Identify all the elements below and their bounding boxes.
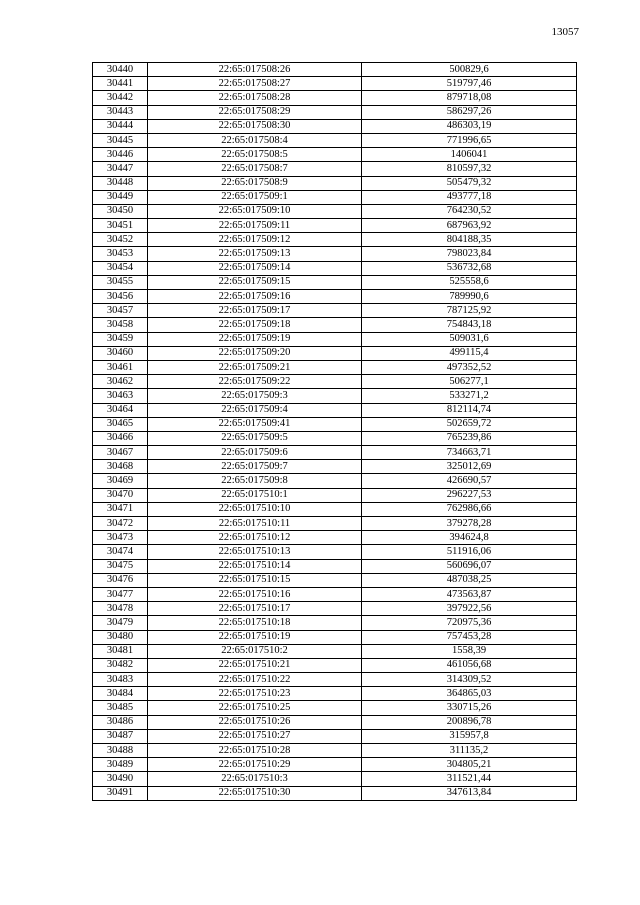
row-number-cell: 30452	[93, 233, 148, 247]
cadastral-value-cell: 200896,78	[362, 715, 577, 729]
cadastral-number-cell: 22:65:017509:20	[148, 346, 362, 360]
table-row	[93, 616, 577, 630]
cadastral-value-cell: 787125,92	[362, 304, 577, 318]
cadastral-value-cell: 296227,53	[362, 488, 577, 502]
table-row	[93, 587, 577, 601]
cadastral-value-cell: 687963,92	[362, 219, 577, 233]
row-number-cell: 30462	[93, 375, 148, 389]
cadastral-number-cell: 22:65:017508:5	[148, 148, 362, 162]
cadastral-value-cell: 394624,8	[362, 531, 577, 545]
row-number-cell: 30469	[93, 474, 148, 488]
table-row	[93, 488, 577, 502]
cadastral-number-cell: 22:65:017509:6	[148, 446, 362, 460]
cadastral-value-cell: 1406041	[362, 148, 577, 162]
row-number-cell: 30472	[93, 517, 148, 531]
cadastral-value-cell: 525558,6	[362, 275, 577, 289]
table-row	[93, 502, 577, 516]
cadastral-number-cell: 22:65:017509:3	[148, 389, 362, 403]
cadastral-value-cell: 789990,6	[362, 290, 577, 304]
cadastral-number-cell: 22:65:017510:18	[148, 616, 362, 630]
cadastral-number-cell: 22:65:017509:15	[148, 275, 362, 289]
cadastral-value-cell: 798023,84	[362, 247, 577, 261]
cadastral-number-cell: 22:65:017510:29	[148, 758, 362, 772]
cadastral-number-cell: 22:65:017508:9	[148, 176, 362, 190]
row-number-cell: 30477	[93, 587, 148, 601]
row-number-cell: 30443	[93, 105, 148, 119]
cadastral-value-cell: 314309,52	[362, 673, 577, 687]
cadastral-number-cell: 22:65:017510:17	[148, 602, 362, 616]
cadastral-value-cell: 879718,08	[362, 91, 577, 105]
cadastral-number-cell: 22:65:017508:28	[148, 91, 362, 105]
cadastral-number-cell: 22:65:017510:28	[148, 744, 362, 758]
cadastral-number-cell: 22:65:017510:1	[148, 488, 362, 502]
cadastral-number-cell: 22:65:017509:18	[148, 318, 362, 332]
table-row	[93, 360, 577, 374]
row-number-cell: 30490	[93, 772, 148, 786]
row-number-cell: 30467	[93, 446, 148, 460]
cadastral-number-cell: 22:65:017509:10	[148, 204, 362, 218]
table-row	[93, 304, 577, 318]
table-row	[93, 786, 577, 800]
cadastral-number-cell: 22:65:017510:22	[148, 673, 362, 687]
row-number-cell: 30488	[93, 744, 148, 758]
cadastral-value-cell: 364865,03	[362, 687, 577, 701]
cadastral-number-cell: 22:65:017509:19	[148, 332, 362, 346]
cadastral-value-cell: 804188,35	[362, 233, 577, 247]
table-row	[93, 687, 577, 701]
cadastral-number-cell: 22:65:017509:8	[148, 474, 362, 488]
table-row	[93, 190, 577, 204]
table-row	[93, 204, 577, 218]
table-row	[93, 389, 577, 403]
cadastral-number-cell: 22:65:017508:27	[148, 77, 362, 91]
row-number-cell: 30491	[93, 786, 148, 800]
cadastral-number-cell: 22:65:017509:11	[148, 219, 362, 233]
cadastral-number-cell: 22:65:017510:11	[148, 517, 362, 531]
row-number-cell: 30441	[93, 77, 148, 91]
row-number-cell: 30448	[93, 176, 148, 190]
table-row	[93, 275, 577, 289]
row-number-cell: 30474	[93, 545, 148, 559]
cadastral-value-cell: 311135,2	[362, 744, 577, 758]
table-row	[93, 602, 577, 616]
cadastral-value-cell: 765239,86	[362, 431, 577, 445]
table-row	[93, 332, 577, 346]
table-row	[93, 105, 577, 119]
row-number-cell: 30479	[93, 616, 148, 630]
row-number-cell: 30484	[93, 687, 148, 701]
cadastral-value-cell: 497352,52	[362, 360, 577, 374]
row-number-cell: 30440	[93, 63, 148, 77]
table-row	[93, 148, 577, 162]
cadastral-value-cell: 379278,28	[362, 517, 577, 531]
cadastral-number-cell: 22:65:017508:7	[148, 162, 362, 176]
table-row	[93, 644, 577, 658]
cadastral-value-cell: 505479,32	[362, 176, 577, 190]
row-number-cell: 30455	[93, 275, 148, 289]
cadastral-number-cell: 22:65:017509:41	[148, 417, 362, 431]
table-row	[93, 545, 577, 559]
cadastral-value-cell: 304805,21	[362, 758, 577, 772]
row-number-cell: 30451	[93, 219, 148, 233]
cadastral-number-cell: 22:65:017510:30	[148, 786, 362, 800]
cadastral-value-cell: 533271,2	[362, 389, 577, 403]
cadastral-number-cell: 22:65:017510:12	[148, 531, 362, 545]
row-number-cell: 30461	[93, 360, 148, 374]
cadastral-number-cell: 22:65:017510:19	[148, 630, 362, 644]
cadastral-value-cell: 734663,71	[362, 446, 577, 460]
cadastral-number-cell: 22:65:017508:29	[148, 105, 362, 119]
table-row	[93, 219, 577, 233]
table-row	[93, 162, 577, 176]
table-row	[93, 460, 577, 474]
cadastral-number-cell: 22:65:017510:2	[148, 644, 362, 658]
table-row	[93, 474, 577, 488]
row-number-cell: 30475	[93, 559, 148, 573]
page-number: 13057	[551, 26, 579, 38]
table-row	[93, 431, 577, 445]
row-number-cell: 30449	[93, 190, 148, 204]
cadastral-number-cell: 22:65:017508:26	[148, 63, 362, 77]
cadastral-number-cell: 22:65:017510:14	[148, 559, 362, 573]
row-number-cell: 30483	[93, 673, 148, 687]
row-number-cell: 30476	[93, 573, 148, 587]
cadastral-value-table	[92, 62, 577, 801]
cadastral-value-cell: 397922,56	[362, 602, 577, 616]
row-number-cell: 30485	[93, 701, 148, 715]
row-number-cell: 30444	[93, 119, 148, 133]
row-number-cell: 30465	[93, 417, 148, 431]
table-row	[93, 403, 577, 417]
cadastral-value-cell: 502659,72	[362, 417, 577, 431]
row-number-cell: 30459	[93, 332, 148, 346]
table-row	[93, 77, 577, 91]
table-row	[93, 375, 577, 389]
table-row	[93, 346, 577, 360]
table-row	[93, 559, 577, 573]
cadastral-number-cell: 22:65:017509:5	[148, 431, 362, 445]
cadastral-value-cell: 771996,65	[362, 133, 577, 147]
cadastral-value-cell: 720975,36	[362, 616, 577, 630]
table-row	[93, 673, 577, 687]
table-row	[93, 744, 577, 758]
table-row	[93, 247, 577, 261]
row-number-cell: 30481	[93, 644, 148, 658]
cadastral-value-cell: 1558,39	[362, 644, 577, 658]
table-row	[93, 133, 577, 147]
row-number-cell: 30480	[93, 630, 148, 644]
cadastral-value-cell: 499115,4	[362, 346, 577, 360]
table-row	[93, 233, 577, 247]
row-number-cell: 30464	[93, 403, 148, 417]
table-row	[93, 758, 577, 772]
cadastral-number-cell: 22:65:017510:27	[148, 729, 362, 743]
cadastral-value-cell: 762986,66	[362, 502, 577, 516]
cadastral-number-cell: 22:65:017510:23	[148, 687, 362, 701]
table-row	[93, 729, 577, 743]
row-number-cell: 30489	[93, 758, 148, 772]
cadastral-number-cell: 22:65:017510:21	[148, 658, 362, 672]
table-row	[93, 318, 577, 332]
table-row	[93, 573, 577, 587]
row-number-cell: 30470	[93, 488, 148, 502]
table-row	[93, 531, 577, 545]
cadastral-number-cell: 22:65:017510:13	[148, 545, 362, 559]
cadastral-value-cell: 509031,6	[362, 332, 577, 346]
cadastral-value-cell: 560696,07	[362, 559, 577, 573]
cadastral-number-cell: 22:65:017508:30	[148, 119, 362, 133]
table-row	[93, 658, 577, 672]
table-row	[93, 630, 577, 644]
cadastral-number-cell: 22:65:017509:7	[148, 460, 362, 474]
cadastral-number-cell: 22:65:017508:4	[148, 133, 362, 147]
cadastral-number-cell: 22:65:017509:12	[148, 233, 362, 247]
table-row	[93, 261, 577, 275]
row-number-cell: 30447	[93, 162, 148, 176]
cadastral-number-cell: 22:65:017510:26	[148, 715, 362, 729]
cadastral-value-cell: 812114,74	[362, 403, 577, 417]
row-number-cell: 30463	[93, 389, 148, 403]
table-row	[93, 91, 577, 105]
table-row	[93, 701, 577, 715]
cadastral-value-cell: 461056,68	[362, 658, 577, 672]
table-row	[93, 63, 577, 77]
table-body	[93, 63, 577, 801]
cadastral-value-cell: 347613,84	[362, 786, 577, 800]
cadastral-value-cell: 493777,18	[362, 190, 577, 204]
cadastral-value-cell: 506277,1	[362, 375, 577, 389]
row-number-cell: 30468	[93, 460, 148, 474]
cadastral-number-cell: 22:65:017509:14	[148, 261, 362, 275]
cadastral-number-cell: 22:65:017509:1	[148, 190, 362, 204]
table-row	[93, 772, 577, 786]
cadastral-value-cell: 511916,06	[362, 545, 577, 559]
row-number-cell: 30457	[93, 304, 148, 318]
cadastral-value-cell: 519797,46	[362, 77, 577, 91]
cadastral-number-cell: 22:65:017509:16	[148, 290, 362, 304]
row-number-cell: 30458	[93, 318, 148, 332]
cadastral-value-cell: 473563,87	[362, 587, 577, 601]
table-row	[93, 417, 577, 431]
cadastral-number-cell: 22:65:017509:17	[148, 304, 362, 318]
cadastral-number-cell: 22:65:017509:22	[148, 375, 362, 389]
cadastral-value-cell: 330715,26	[362, 701, 577, 715]
table-row	[93, 176, 577, 190]
cadastral-number-cell: 22:65:017510:15	[148, 573, 362, 587]
cadastral-value-cell: 426690,57	[362, 474, 577, 488]
row-number-cell: 30453	[93, 247, 148, 261]
row-number-cell: 30442	[93, 91, 148, 105]
table-row	[93, 715, 577, 729]
table-row	[93, 446, 577, 460]
row-number-cell: 30445	[93, 133, 148, 147]
cadastral-number-cell: 22:65:017509:4	[148, 403, 362, 417]
cadastral-number-cell: 22:65:017509:13	[148, 247, 362, 261]
cadastral-value-cell: 764230,52	[362, 204, 577, 218]
row-number-cell: 30450	[93, 204, 148, 218]
row-number-cell: 30486	[93, 715, 148, 729]
cadastral-number-cell: 22:65:017509:21	[148, 360, 362, 374]
cadastral-value-cell: 810597,32	[362, 162, 577, 176]
cadastral-number-cell: 22:65:017510:3	[148, 772, 362, 786]
row-number-cell: 30446	[93, 148, 148, 162]
cadastral-value-cell: 536732,68	[362, 261, 577, 275]
cadastral-value-cell: 311521,44	[362, 772, 577, 786]
cadastral-value-cell: 325012,69	[362, 460, 577, 474]
cadastral-value-cell: 486303,19	[362, 119, 577, 133]
row-number-cell: 30466	[93, 431, 148, 445]
row-number-cell: 30456	[93, 290, 148, 304]
table-row	[93, 119, 577, 133]
cadastral-value-cell: 315957,8	[362, 729, 577, 743]
cadastral-value-cell: 754843,18	[362, 318, 577, 332]
row-number-cell: 30482	[93, 658, 148, 672]
cadastral-number-cell: 22:65:017510:25	[148, 701, 362, 715]
cadastral-value-cell: 500829,6	[362, 63, 577, 77]
cadastral-value-cell: 586297,26	[362, 105, 577, 119]
cadastral-value-cell: 757453,28	[362, 630, 577, 644]
row-number-cell: 30454	[93, 261, 148, 275]
table-row	[93, 517, 577, 531]
row-number-cell: 30487	[93, 729, 148, 743]
cadastral-value-cell: 487038,25	[362, 573, 577, 587]
row-number-cell: 30473	[93, 531, 148, 545]
row-number-cell: 30478	[93, 602, 148, 616]
row-number-cell: 30460	[93, 346, 148, 360]
row-number-cell: 30471	[93, 502, 148, 516]
table-row	[93, 290, 577, 304]
cadastral-number-cell: 22:65:017510:16	[148, 587, 362, 601]
cadastral-number-cell: 22:65:017510:10	[148, 502, 362, 516]
